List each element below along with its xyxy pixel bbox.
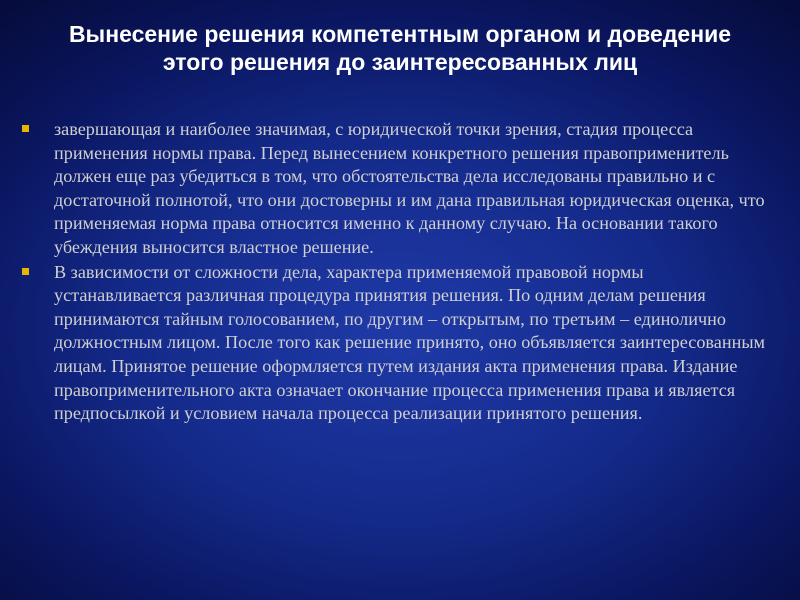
slide-title: Вынесение решения компетентным органом и доведение этого решения до заинтересованных лиц	[68, 21, 732, 75]
bullet-item	[20, 261, 775, 426]
bullet-item	[20, 118, 775, 260]
square-bullet-icon	[22, 125, 29, 132]
bullet-text: В зависимости от сложности дела, характера применяемой правовой нормы устанавливается различная процедура принятия решения. По одним делам решения принимаются тайным голосованием, по другим – открытым, по третьим – единолично должностным лицом. После того как решение принято, оно объявляется заинтересованным лицам. Принятое решение оформляется путем издания акта применения права. Издание правоприменительного акта означает окончание процесса применения права и является предпосылкой и условием начала процесса реализации принятого решения.	[54, 261, 766, 424]
bullet-list	[20, 118, 775, 426]
bullet-text: завершающая и наиболее значимая, с юридической точки зрения, стадия процесса применения нормы права. Перед вынесением конкретного решения правоприменитель должен еще раз убедиться в том, что обстоятельства дела исследованы правильно и с достаточной полнотой, что они достоверны и им дана правильная юридическая оценка, что применяемая норма права относится именно к данному случаю. На основании такого убеждения выносится властное решение.	[54, 119, 765, 257]
square-bullet-icon	[22, 268, 29, 275]
